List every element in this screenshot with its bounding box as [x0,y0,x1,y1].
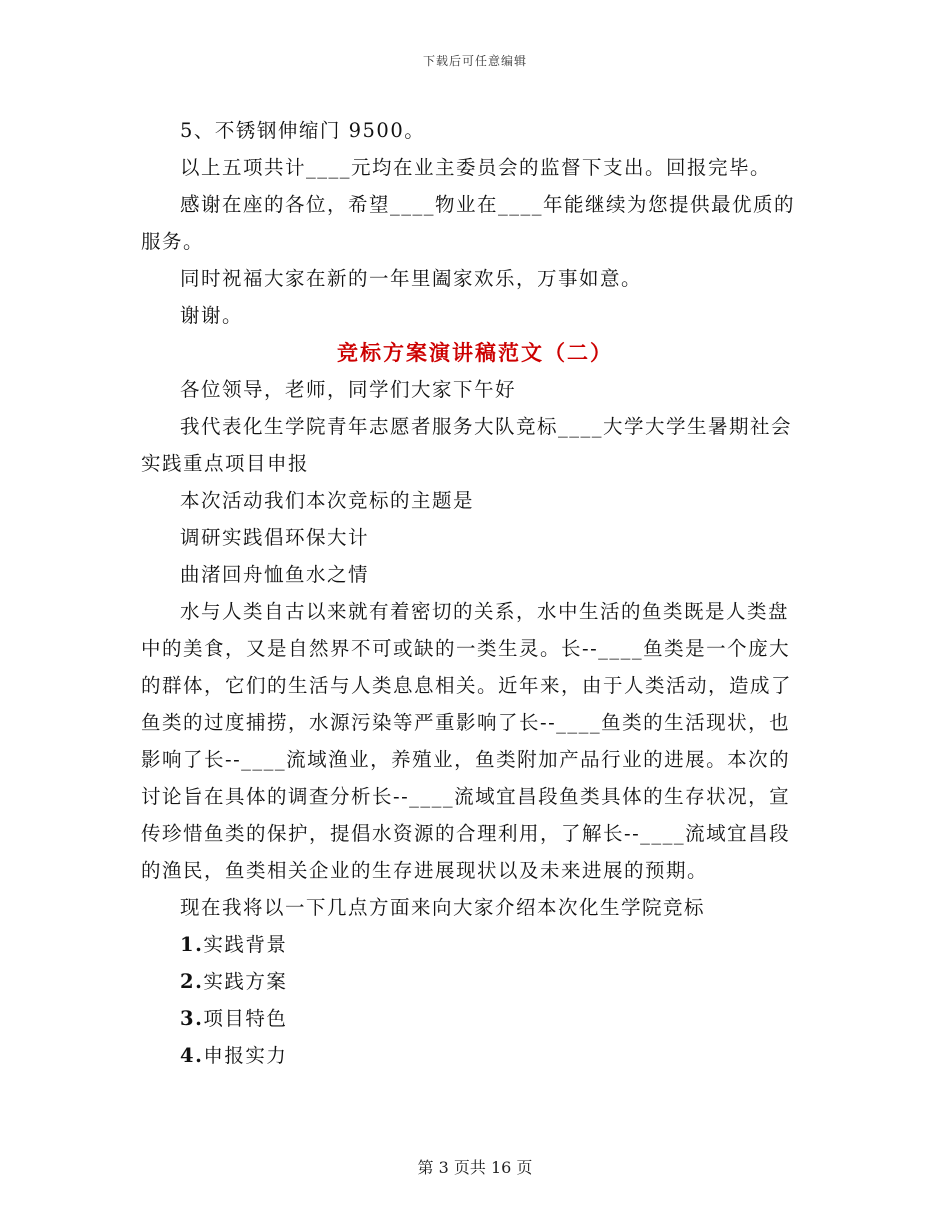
list-item [141,963,809,1000]
page-header: 下载后可任意编辑 [422,54,527,68]
list-text: 实践背景 [203,933,288,956]
paragraph-outline: 现在我将以一下几点方面来向大家介绍本次化生学院竞标 [180,896,706,919]
paragraph-thanks: 感谢在座的各位，希望____物业在____年能继续为您提供最优质的服务。 [141,193,796,253]
list-text: 实践方案 [203,970,288,993]
paragraph-background: 水与人类自古以来就有着密切的关系，水中生活的鱼类既是人类盘中的美食，又是自然界不可或缺的一类生灵。长--____鱼类是一个庞大的群体，它们的生活与人类息息相关。近年来，由于人类活动，造成了鱼类的过度捕捞，水源污染等严重影响了长--____鱼类的生活现状，也影响了长--____流域渔业，养殖业，鱼类附加产品行业的进展。本次的讨论旨在具体的调查分析长--____流域宜昌段鱼类具体的生存状况，宣传珍惜鱼类的保护，提倡水资源的合理利用，了解长--____流域宜昌段的渔民，鱼类相关企业的生存进展现状以及未来进展的预期。 [141,600,793,882]
list-item [141,926,809,963]
list-text: 项目特色 [203,1007,288,1030]
list-text: 申报实力 [203,1044,288,1067]
paragraph-greeting: 各位领导，老师，同学们大家下午好 [180,378,517,401]
paragraph-total: 以上五项共计____元均在业主委员会的监督下支出。回报完毕。 [180,156,772,179]
paragraph-slogan-1: 调研实践倡环保大计 [180,526,370,549]
list-item [141,1037,809,1074]
page-footer: 第 3 页共 16 页 [417,1158,533,1177]
list-number: 2. [180,970,204,993]
document-body [141,112,809,1074]
paragraph-item-5: 5、不锈钢伸缩门 9500。 [180,119,426,142]
list-number: 3. [180,1007,204,1030]
paragraph-slogan-2: 曲渚回舟恤鱼水之情 [180,563,370,586]
paragraph-wishes: 同时祝福大家在新的一年里阖家欢乐，万事如意。 [180,267,643,290]
list-number: 4. [180,1044,204,1067]
section-title: 竞标方案演讲稿范文（二） [337,340,613,365]
paragraph-closing: 谢谢。 [180,304,244,327]
list-item [141,1000,809,1037]
paragraph-intro: 我代表化生学院青年志愿者服务大队竞标____大学大学生暑期社会实践重点项目申报 [141,415,793,475]
paragraph-theme: 本次活动我们本次竞标的主题是 [180,489,475,512]
list-number: 1. [180,933,204,956]
